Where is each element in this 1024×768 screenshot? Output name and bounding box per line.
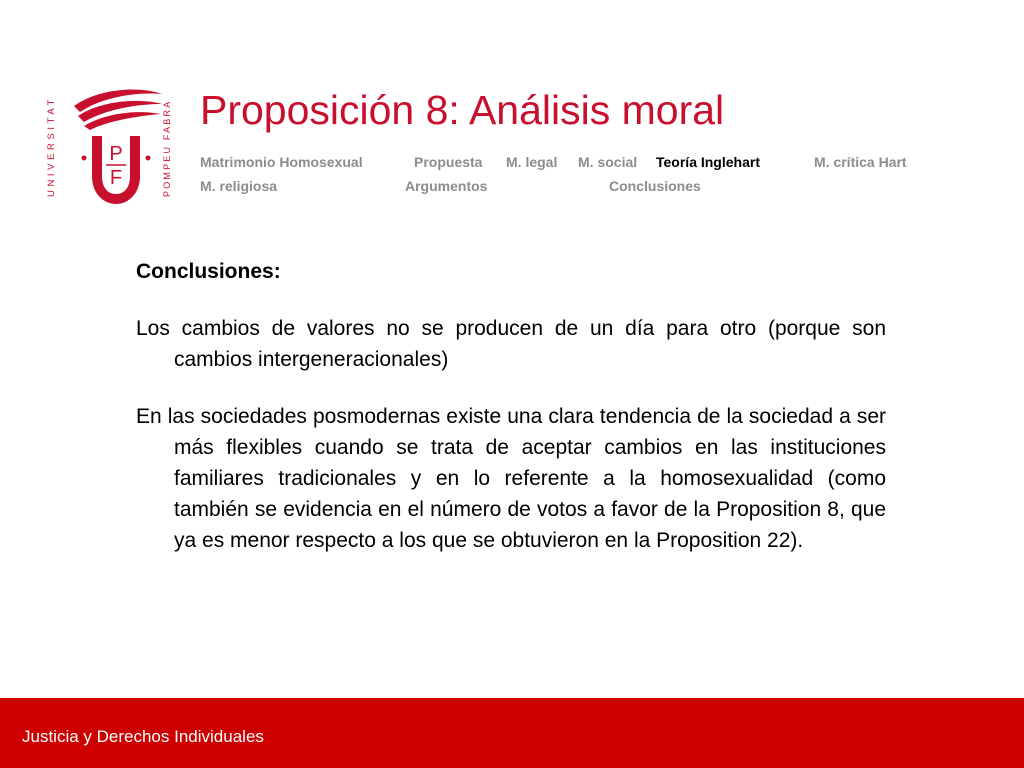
nav-link-m-critica-hart[interactable]: M. crítica Hart bbox=[814, 154, 907, 170]
page-title: Proposición 8: Análisis moral bbox=[200, 87, 725, 133]
slide-content bbox=[136, 256, 886, 582]
nav-link-propuesta[interactable]: Propuesta bbox=[414, 154, 483, 170]
logo-initials-bottom: F bbox=[109, 167, 123, 189]
nav-link-matrimonio-homosexual[interactable]: Matrimonio Homosexual bbox=[200, 154, 363, 170]
nav-row-1 bbox=[200, 150, 960, 174]
footer-bar bbox=[0, 698, 1024, 768]
content-heading: Conclusiones: bbox=[136, 260, 281, 283]
footer-text: Justicia y Derechos Individuales bbox=[22, 727, 264, 746]
logo-text-universitat: UNIVERSITAT bbox=[46, 95, 57, 197]
content-paragraph-1: Los cambios de valores no se producen de un día para otro (porque son cambios intergeneracionales) bbox=[136, 317, 886, 371]
nav-row-2 bbox=[200, 174, 960, 198]
nav-link-conclusiones[interactable]: Conclusiones bbox=[609, 178, 701, 194]
logo-text-pompeu-fabra: POMPEU FABRA bbox=[162, 99, 172, 197]
nav-link-argumentos[interactable]: Argumentos bbox=[405, 178, 488, 194]
nav-link-m-social[interactable]: M. social bbox=[578, 154, 638, 170]
nav-link-m-religiosa[interactable]: M. religiosa bbox=[200, 178, 278, 194]
nav-link-teoria-inglehart[interactable]: Teoría Inglehart bbox=[656, 154, 760, 170]
logo-initials-top: P bbox=[109, 143, 123, 165]
nav-link-m-legal[interactable]: M. legal bbox=[506, 154, 558, 170]
slide-navigation bbox=[200, 150, 960, 198]
content-paragraph-2: En las sociedades posmodernas existe una clara tendencia de la sociedad a ser más flexibles cuando se trata de aceptar cambios en las instituciones familiares tradicionales y en lo referente a la homosexualidad (como también se evidencia en el número de votos a favor de la Proposition 8, que ya es menor respecto a los que se obtuvieron en la Proposition 22). bbox=[136, 405, 886, 552]
